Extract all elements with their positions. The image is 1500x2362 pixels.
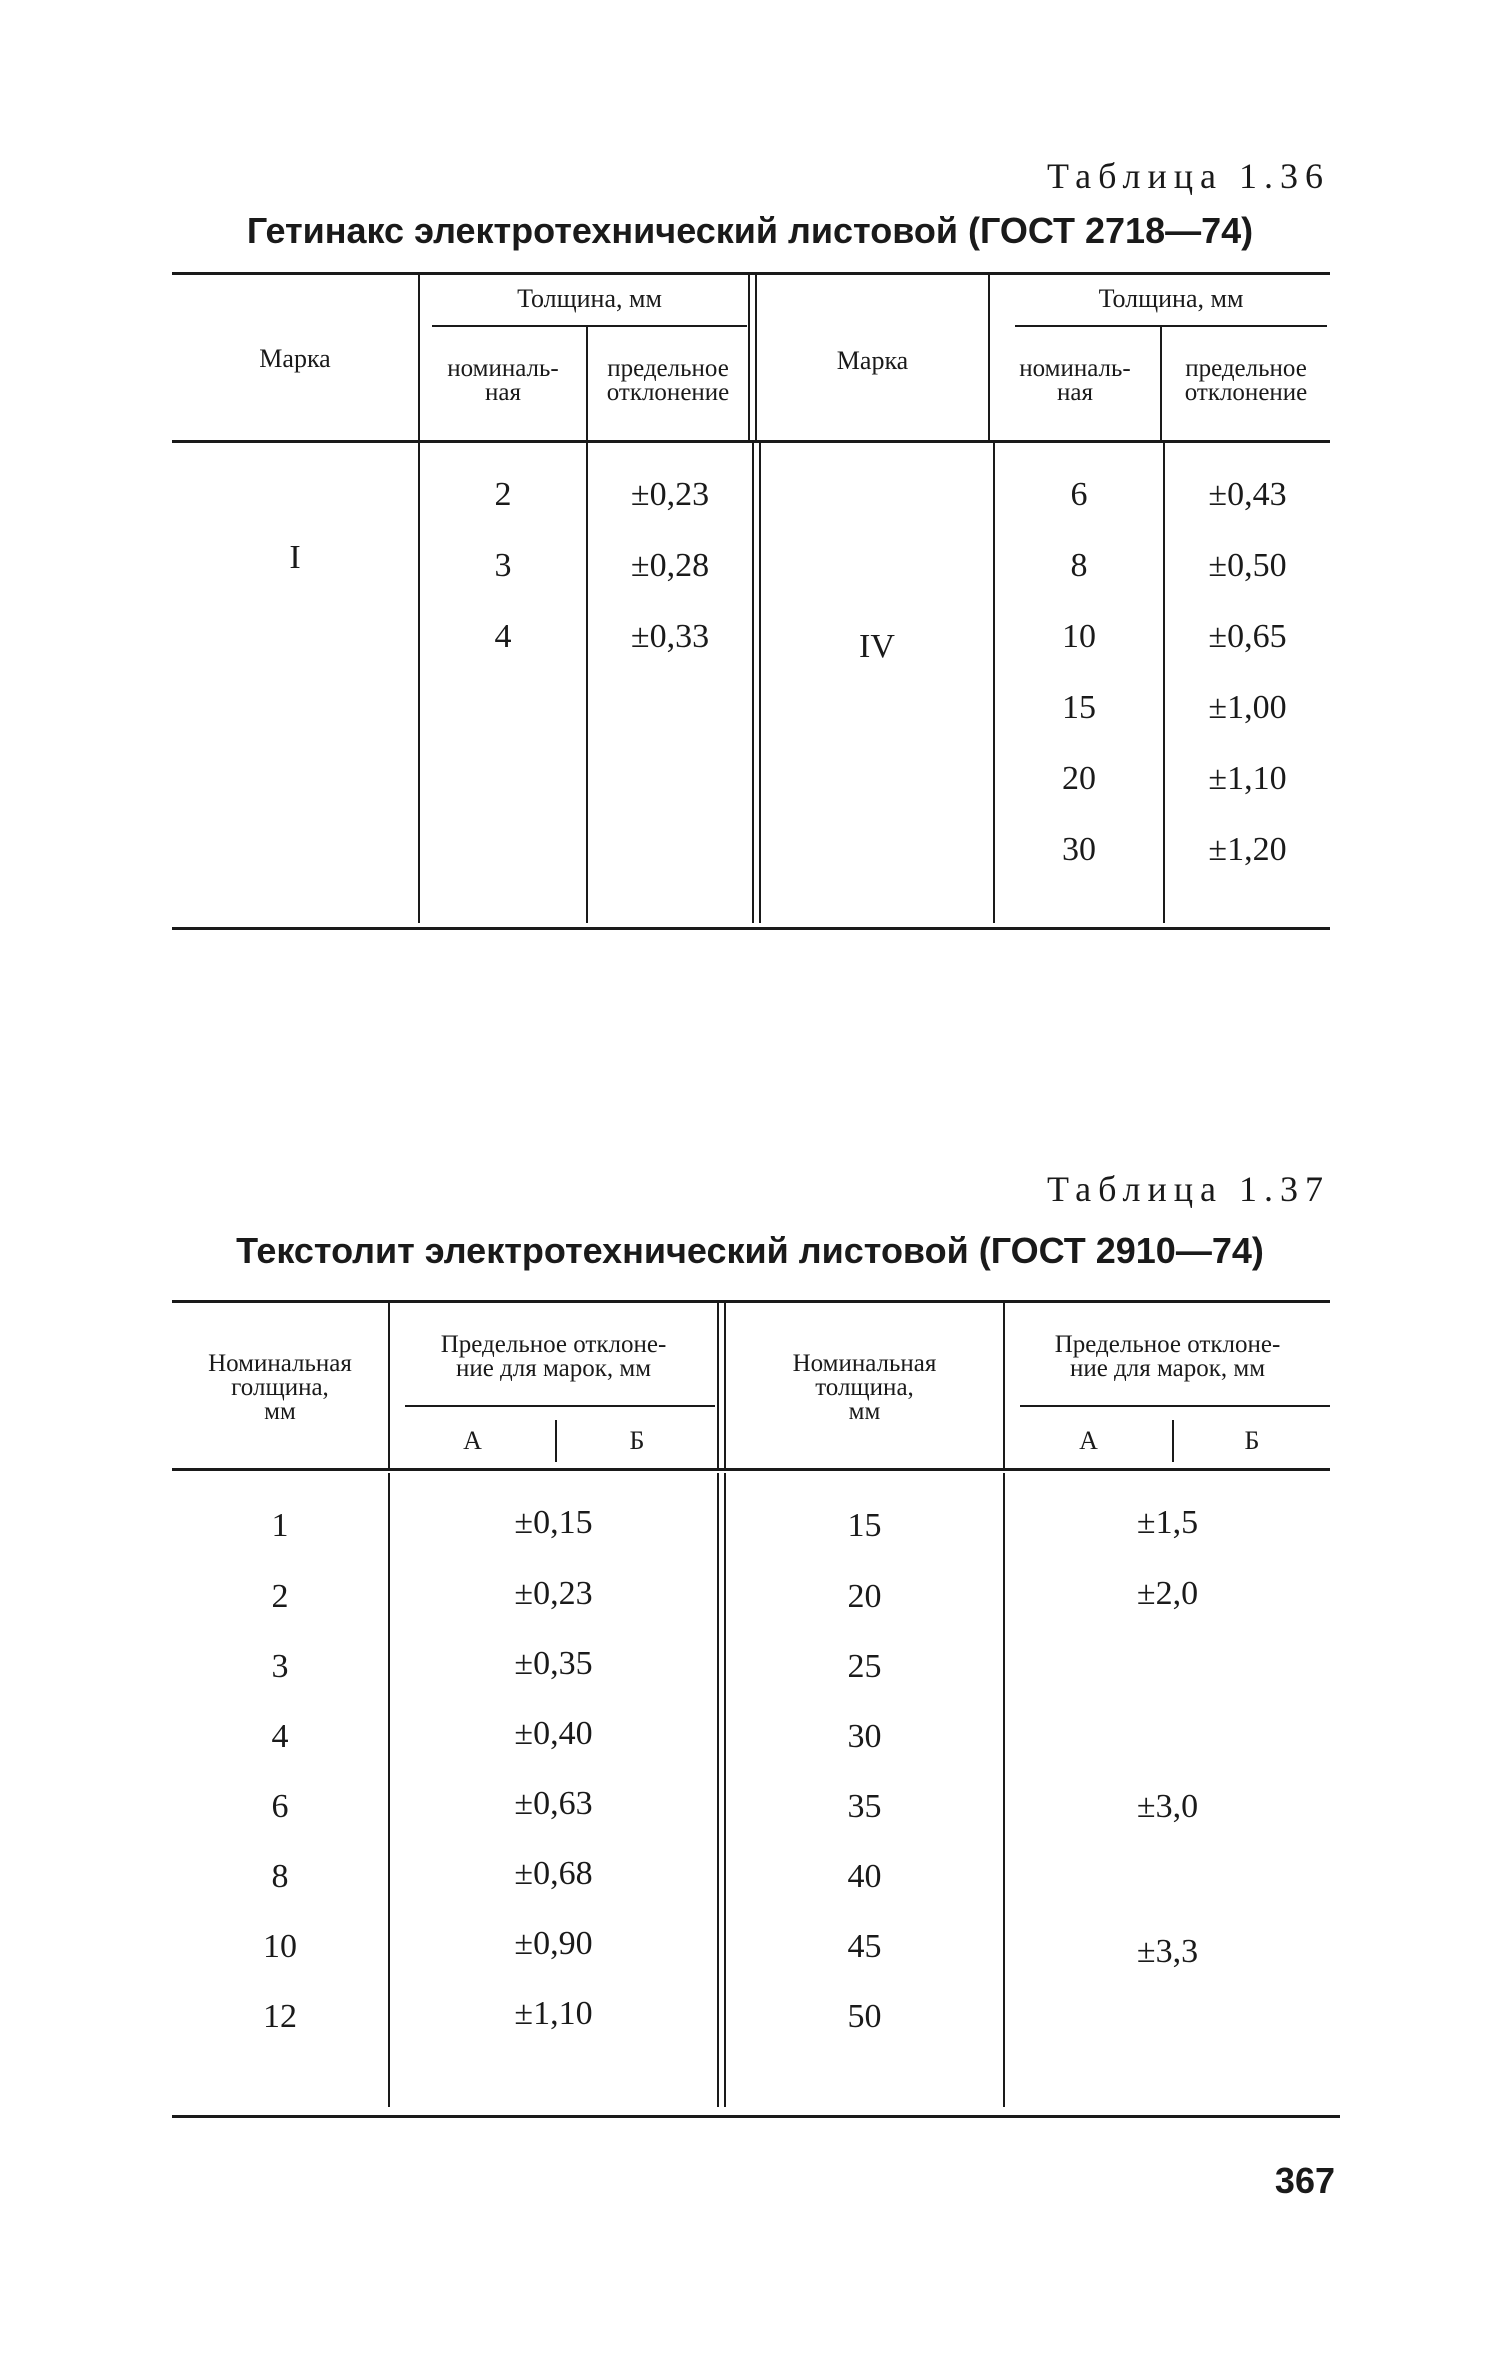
- table-title: Текстолит электротехнический листовой (ГОСТ 2910—74): [236, 1230, 1264, 1271]
- deviation-value: ±0,63: [514, 1785, 593, 1822]
- nominal-value: 3: [494, 547, 512, 584]
- table-caption: Таблица 1.36: [1047, 156, 1330, 196]
- deviation-header: предельное отклонение: [606, 355, 730, 406]
- grade-header: Марка: [836, 346, 909, 375]
- deviation-value: ±0,28: [630, 547, 710, 584]
- grade-a-header: А: [1079, 1426, 1098, 1455]
- nominal-value: 1: [271, 1507, 289, 1544]
- table-caption: Таблица 1.37: [1047, 1169, 1330, 1209]
- deviation-value: ±0,43: [1208, 476, 1287, 513]
- nominal-value: 8: [271, 1858, 289, 1895]
- nominal-thickness-header: Номинальная толщина, мм: [792, 1350, 937, 1425]
- deviation-header: Предельное отклоне- ние для марок, мм: [440, 1331, 667, 1382]
- deviation-header: Предельное отклоне- ние для марок, мм: [1054, 1331, 1281, 1382]
- nominal-value: 25: [847, 1648, 882, 1685]
- nominal-value: 6: [1070, 476, 1088, 513]
- nominal-value: 20: [1062, 760, 1096, 797]
- deviation-value: ±0,50: [1208, 547, 1287, 584]
- nominal-value: 50: [847, 1998, 882, 2035]
- nominal-value: 12: [263, 1998, 297, 2035]
- grade-a-header: А: [463, 1426, 482, 1455]
- grade-b-header: Б: [1244, 1426, 1260, 1455]
- nominal-value: 30: [1062, 831, 1096, 868]
- nominal-value: 45: [847, 1928, 882, 1965]
- nominal-thickness-header: Номинальная голщина, мм: [208, 1350, 352, 1425]
- deviation-value: ±0,68: [514, 1855, 593, 1892]
- deviation-value: ±3,0: [1136, 1788, 1199, 1825]
- nominal-value: 40: [847, 1858, 882, 1895]
- deviation-value: ±1,5: [1136, 1504, 1199, 1541]
- nominal-value: 2: [271, 1578, 289, 1615]
- nominal-value: 15: [1062, 689, 1096, 726]
- deviation-value: ±0,33: [630, 618, 710, 655]
- nominal-value: 30: [847, 1718, 882, 1755]
- thickness-header: Толщина, мм: [517, 284, 662, 313]
- deviation-value: ±1,10: [514, 1995, 593, 2032]
- deviation-value: ±2,0: [1136, 1575, 1199, 1612]
- deviation-value: ±0,90: [514, 1925, 593, 1962]
- nominal-value: 3: [271, 1648, 289, 1685]
- page-number: 367: [1274, 2160, 1335, 2201]
- nominal-value: 4: [494, 618, 512, 655]
- table-title: Гетинакс электротехнический листовой (ГОСТ 2718—74): [246, 210, 1254, 251]
- nominal-value: 8: [1070, 547, 1088, 584]
- grade-b-header: Б: [629, 1426, 645, 1455]
- nominal-value: 10: [1062, 618, 1096, 655]
- deviation-value: ±1,20: [1208, 831, 1287, 868]
- nominal-value: 15: [847, 1507, 882, 1544]
- deviation-value: ±0,65: [1208, 618, 1287, 655]
- deviation-value: ±0,40: [514, 1715, 593, 1752]
- nominal-value: 4: [271, 1718, 289, 1755]
- deviation-value: ±1,10: [1208, 760, 1287, 797]
- nominal-value: 20: [847, 1578, 882, 1615]
- deviation-value: ±0,23: [514, 1575, 593, 1612]
- grade-value: I: [289, 539, 301, 576]
- deviation-value: ±0,35: [514, 1645, 593, 1682]
- deviation-header: предельное отклонение: [1184, 355, 1308, 406]
- nominal-value: 6: [271, 1788, 289, 1825]
- deviation-value: ±0,23: [630, 476, 710, 513]
- grade-value: IV: [859, 628, 895, 665]
- nominal-value: 2: [494, 476, 512, 513]
- grade-header: Марка: [259, 344, 331, 373]
- nominal-value: 10: [263, 1928, 297, 1965]
- thickness-header: Толщина, мм: [1098, 284, 1244, 313]
- nominal-header: номиналь- ная: [447, 355, 559, 406]
- deviation-value: ±3,3: [1136, 1933, 1199, 1970]
- nominal-value: 35: [847, 1788, 882, 1825]
- nominal-header: номиналь- ная: [1019, 355, 1131, 406]
- deviation-value: ±0,15: [514, 1504, 593, 1541]
- deviation-value: ±1,00: [1208, 689, 1287, 726]
